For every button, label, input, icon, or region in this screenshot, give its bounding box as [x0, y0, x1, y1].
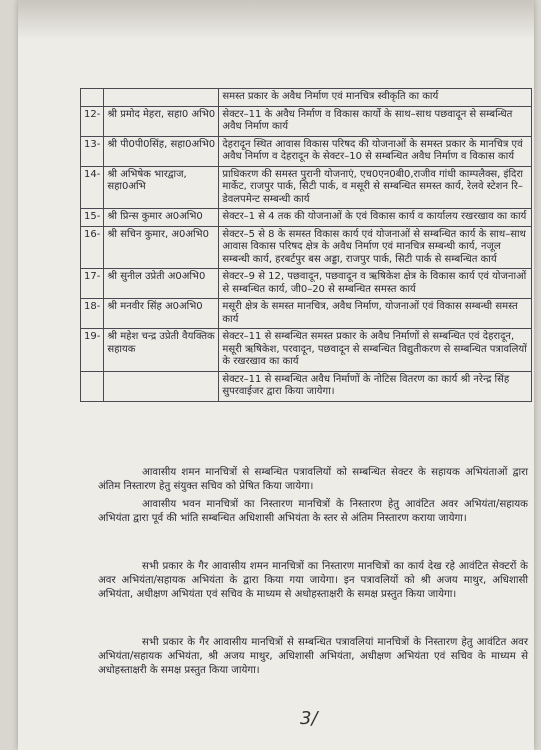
document-page [18, 0, 534, 750]
table-row [81, 136, 532, 166]
work-description: देहरादून स्थित आवास विकास परिषद की योजनाओं के समस्त प्रकार के मानचित्र एवं अवैध निर्माण व देहरादून के सेक्टर–10 से सम्बन्धित अवैध निर्माण व विकास कार्य [219, 136, 532, 166]
row-number [81, 371, 104, 401]
table-row [81, 166, 532, 209]
officer-name: श्री अभिषेक भारद्वाज, सहा0अभि [104, 166, 219, 209]
work-description: सेक्टर–5 से 8 के समस्त विकास कार्य एवं योजनाओं से सम्बन्धित कार्य के साथ–साथ आवास विकास परिषद क्षेत्र के अवैध निर्माण एवं मानचित्र सम्बन्धी कार्य, नजूल सम्बन्धी कार्य, हरबर्टपुर बस अड्डा, राजपुर पार्क, सिटी पार्क से सम्बन्धित कार्य [219, 226, 532, 269]
table-row [81, 371, 532, 401]
work-description: समस्त प्रकार के अवैध निर्माण एवं मानचित्र स्वीकृति का कार्य [219, 89, 532, 107]
page-top-shadow [18, 0, 534, 40]
work-description: सेक्टर–11 से सम्बन्धित अवैध निर्माणों के नोटिस वितरण का कार्य श्री नरेन्द्र सिंह सुपरवाईजर द्वारा किया जायेगा। [219, 371, 532, 401]
work-description: मसूरी क्षेत्र के समस्त मानचित्र, अवैध निर्माण, योजनाओं एवं विकास सम्बन्धी समस्त कार्य [219, 299, 532, 329]
officer-name: श्री प्रिन्स कुमार अ0अभि0 [104, 209, 219, 227]
row-number: 18- [81, 299, 104, 329]
row-number: 12- [81, 106, 104, 136]
work-allocation-table [80, 88, 532, 402]
work-description: सेक्टर–9 से 12, पछवादून, पछवादून व ऋषिकेश क्षेत्र के विकास कार्य एवं योजनाओं से सम्बन्धित कार्य, जी0–20 से सम्बन्धित समस्त कार्य [219, 269, 532, 299]
paragraph-non-residential-maps: सभी प्रकार के गैर आवासीय मानचित्रों से सम्बन्धित पत्रावलियां मानचित्रों के निस्तारण हेतु आवंटित अवर अभियंता/सहायक अभियंता, श्री अजय माथुर, अधिशासी अभियंता, अधीक्षण अभियंता एवं सचिव के माध्यम से अधोहस्ताक्षरी के समक्ष प्रस्तुत किया जायेगा। [98, 637, 528, 676]
row-number: 13- [81, 136, 104, 166]
row-number: 16- [81, 226, 104, 269]
officer-name: श्री प्रमोद मेहरा, सहा0 अभि0 [104, 106, 219, 136]
table-row [81, 226, 532, 269]
officer-name: श्री सचिन कुमार, अ0अभि0 [104, 226, 219, 269]
officer-name [104, 371, 219, 401]
table-row [81, 299, 532, 329]
officer-name [104, 89, 219, 107]
row-number: 17- [81, 269, 104, 299]
paragraph-non-residential-compounding: सभी प्रकार के गैर आवासीय शमन मानचित्रों का निस्तारण मानचित्रों का कार्य देख रहे आवंटित सेक्टरों के अवर अभियंता/सहायक अभियंता के द्वारा किया गया जायेगा। इन पत्रावलियों को श्री अजय माथुर, अधिशासी अभियंता, अधीक्षण अभियंता एवं सचिव के माध्यम से अधोहस्ताक्षरी के समक्ष प्रस्तुत किया जायेगा। [98, 561, 528, 600]
work-description: सेक्टर–11 के अवैध निर्माण व विकास कार्यो के साथ–साथ पछवादून से सम्बन्धित अवैध निर्माण कार्य [219, 106, 532, 136]
officer-name: श्री पी0पी0सिंह, सहा0अभि0 [104, 136, 219, 166]
work-description: प्राधिकरण की समस्त पुरानी योजनाएं, एच0एन0बी0,राजीव गांधी काम्पलैक्स, इंदिरा मार्केट, राजपुर पार्क, सिटी पार्क, व मसूरी से सम्बन्धित समस्त कार्य, रेलवे स्टेशन रि–डेवलपमेन्ट सम्बन्धी कार्य [219, 166, 532, 209]
table-row [81, 89, 532, 107]
work-description: सेक्टर–11 से सम्बन्धित समस्त प्रकार के अवैध निर्माणों से सम्बन्धित एवं देहरादून, मसूरी ऋषिकेश, परवादून, पछवादून से सम्बन्धित विद्युतीकरण से सम्बन्धित पत्रावलियों के रखरखाव का कार्य [219, 329, 532, 372]
row-number: 15- [81, 209, 104, 227]
officer-name: श्री सुनील उप्रेती अ0अभि0 [104, 269, 219, 299]
row-number: 14- [81, 166, 104, 209]
table-row [81, 106, 532, 136]
paragraph-residential-compounding: आवासीय शमन मानचित्रों से सम्बन्धित पत्रावलियों को सम्बन्धित सेक्टर के सहायक अभियंताओं द्वारा अंतिम निस्तारण हेतु संयुक्त सचिव को प्रेषित किया जायेगा। [98, 467, 528, 492]
row-number [81, 89, 104, 107]
table-row [81, 329, 532, 372]
table-row [81, 269, 532, 299]
row-number: 19- [81, 329, 104, 372]
work-description: सेक्टर–1 से 4 तक की योजनाओं के एवं विकास कार्य व कार्यालय रखरखाव का कार्य [219, 209, 532, 227]
table-row [81, 209, 532, 227]
officer-name: श्री मनवीर सिंह अ0अभि0 [104, 299, 219, 329]
paragraph-residential-building-maps: आवासीय भवन मानचित्रों का निस्तारण मानचित्रों के निस्तारण हेतु आवंटित अवर अभियंता/सहायक अभियंता द्वारा पूर्व की भांति सम्बन्धित अधिशासी अभियंता के स्तर से अंतिम निस्तारण कराया जायेगा। [98, 499, 528, 524]
officer-name: श्री महेश चन्द्र उप्रेती वैयक्तिक सहायक [104, 329, 219, 372]
handwritten-page-mark: 3/ [300, 708, 318, 729]
